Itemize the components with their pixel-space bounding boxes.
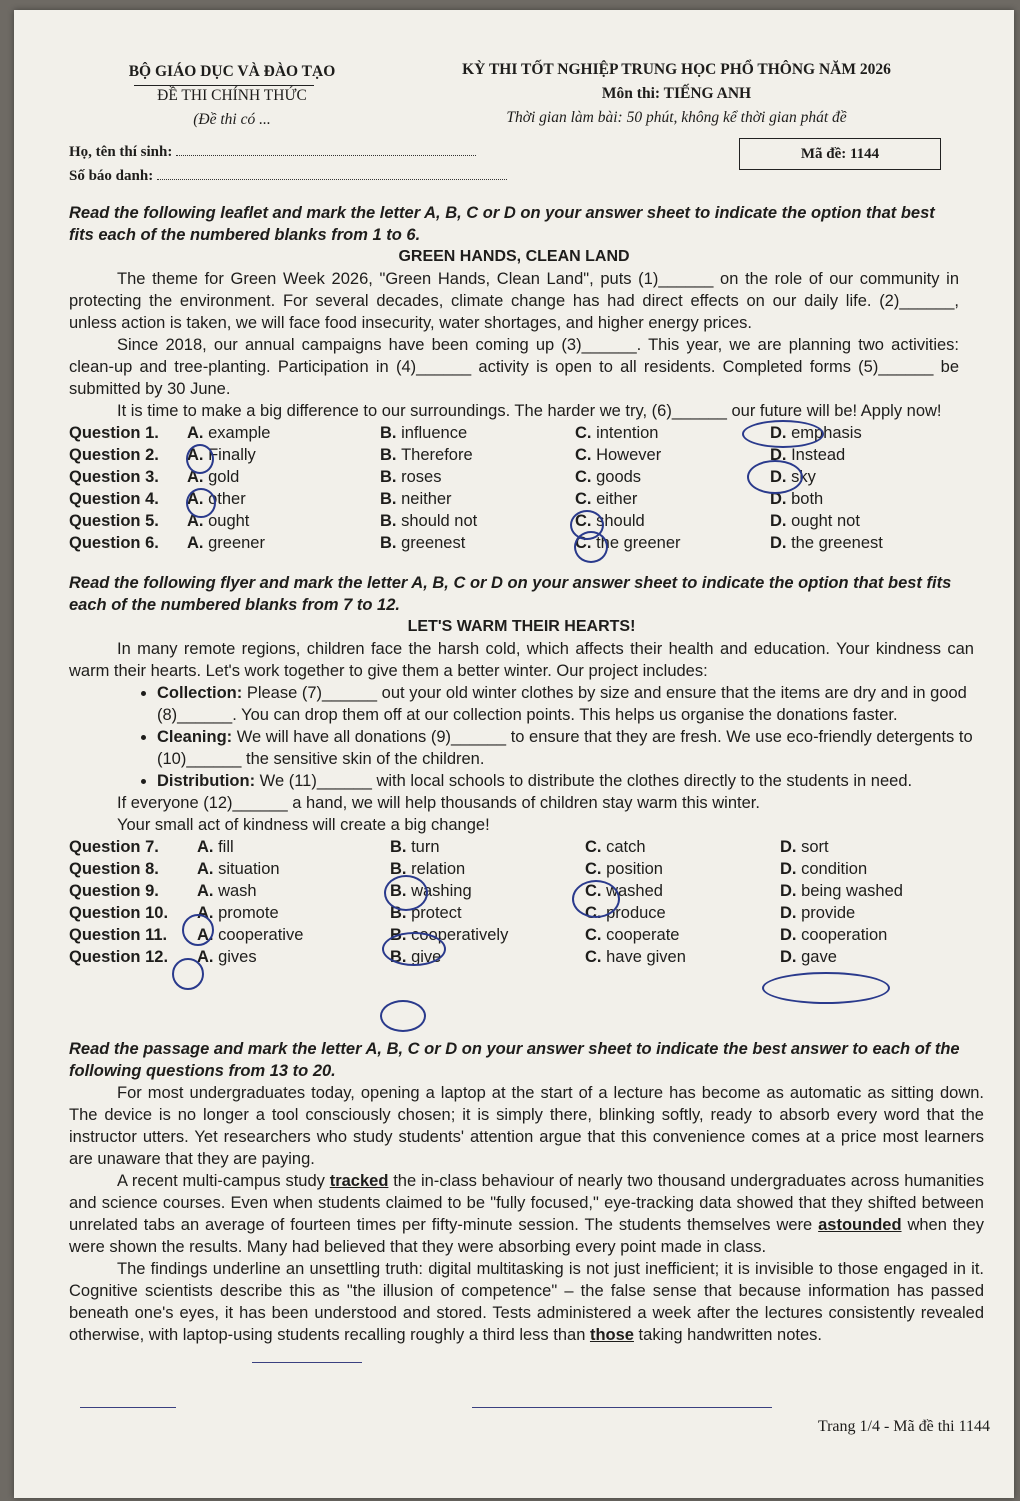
option-letter: C. [585,882,607,900]
section-3-para-1: For most undergraduates today, opening a laptop at the start of a lecture has become as automatic as sitting down. The device is no longer a tool consciously chosen; it is simply there, blinking softly, ready to absorb every word that the instructor utters. Yet researchers who study students' attention argue that this convenience comes at a price most learners are unaware that they are paying. [69,1084,984,1168]
option-b[interactable] [380,510,575,532]
option-text: roses [401,468,442,486]
option-text: both [791,490,824,508]
section-2-intro: In many remote regions, children face the harsh cold, which affects their health and education. Your kindness can warm their hearts. Let's work together to give them a better winter. Our project includes: [69,640,974,680]
option-text: being washed [801,882,903,900]
option-text: promote [218,904,279,922]
option-text: gives [218,948,257,966]
option-letter: A. [197,860,219,878]
option-letter: A. [197,838,219,856]
option-text: position [606,860,663,878]
option-text: should not [401,512,478,530]
option-d[interactable] [770,510,970,532]
option-text: gold [208,468,240,486]
option-letter: C. [585,904,607,922]
pen-circle-q4-a [186,488,216,518]
section-2-outro-1: If everyone (12)______ a hand, we will help thousands of children stay warm this winter. [117,794,760,812]
option-text: produce [606,904,666,922]
pen-circle-q8-a [182,914,214,946]
list-item-distribution [157,770,974,792]
collection-text: Please (7)______ out your old winter clothes by size and ensure that the items are dry and in good (8)______. You can drop them off at our collection points. This helps us organise the donations faster. [157,684,967,724]
option-text: cooperation [801,926,888,944]
option-letter: A. [187,512,209,530]
ministry-name: BỘ GIÁO DỤC VÀ ĐÀO TẠO [128,63,336,80]
option-text: washed [606,882,663,900]
option-d[interactable] [780,946,980,968]
section-3-para-2 [69,1170,984,1258]
para-2-part-c: when they were shown the results. Many had believed that they were absorbing every point made in class. [69,1216,984,1256]
pen-circle-q6-c [574,531,608,563]
option-d[interactable] [780,924,980,946]
option-letter: C. [575,490,597,508]
page-footer: Trang 1/4 - Mã đề thi 1144 [817,1418,990,1435]
option-letter: D. [780,838,802,856]
option-letter: A. [187,446,209,464]
option-letter: A. [187,468,209,486]
option-letter: B. [390,860,412,878]
option-text: fill [218,838,234,856]
time-label: Thời gian làm bài: 50 phút, không kể thời gian phát đề [506,109,847,126]
option-text: greener [208,534,265,552]
exam-title: KỲ THI TỐT NGHIỆP TRUNG HỌC PHỔ THÔNG NĂM 2026 [462,61,891,78]
option-text: catch [606,838,646,856]
option-letter: B. [380,468,402,486]
option-text: sky [791,468,816,486]
option-d[interactable] [780,880,980,902]
option-text: sort [801,838,829,856]
subject-label: Môn thi: TIẾNG ANH [601,85,752,102]
option-b[interactable] [380,422,575,444]
option-text: protect [411,904,462,922]
option-text: cooperatively [411,926,509,944]
pen-circle-q9-b [382,932,446,966]
option-text: washing [411,882,472,900]
pen-underline-laptop-students [472,1407,772,1408]
pen-circle-q7-b [384,875,428,911]
section-2-instruction: Read the following flyer and mark the letter A, B, C or D on your answer sheet to indicate the option that best fits each of the numbered blanks from 7 to 12. [69,574,952,614]
pen-circle-q11-d [762,972,890,1004]
cleaning-text: We will have all donations (9)______ to ensure that they are fresh. We use eco-friendly detergents to (10)______ the sensitive skin of the children. [157,728,973,768]
underline-ministry [134,85,314,86]
option-letter: C. [575,424,597,442]
option-text: have given [606,948,686,966]
question-label: Question 6. [69,534,159,552]
option-letter: B. [390,838,412,856]
highlight-astounded: astounded [818,1216,902,1234]
option-letter: B. [380,490,402,508]
option-letter: D. [770,512,792,530]
option-letter: D. [770,468,792,486]
collection-label: Collection: [157,684,243,702]
question-label: Question 12. [69,948,169,966]
option-c[interactable] [575,488,770,510]
id-label: Số báo danh: [69,168,154,184]
option-letter: D. [780,860,802,878]
option-b[interactable] [380,488,575,510]
option-d[interactable] [780,836,980,858]
pen-underline-lectures [80,1407,176,1408]
option-d[interactable] [780,858,980,880]
option-letter: B. [380,512,402,530]
option-text: ought not [791,512,860,530]
list-item-cleaning [157,726,974,770]
section-2-outro-2: Your small act of kindness will create a big change! [117,816,490,834]
option-c[interactable] [585,858,780,880]
option-text: greenest [401,534,466,552]
option-text: Instead [791,446,846,464]
option-letter: A. [197,948,219,966]
option-letter: C. [575,512,597,530]
option-letter: A. [187,424,209,442]
option-text: wash [218,882,257,900]
option-letter: D. [780,882,802,900]
option-c[interactable] [575,466,770,488]
question-label: Question 4. [69,490,159,508]
question-label: Question 10. [69,904,169,922]
question-label: Question 9. [69,882,159,900]
highlight-tracked: tracked [329,1172,389,1190]
option-text: give [411,948,442,966]
pen-circle-q12-b [380,1000,426,1032]
option-text: intention [596,424,659,442]
option-letter: B. [380,424,402,442]
option-text: the greener [596,534,681,552]
section-3 [69,1038,984,1346]
option-text: relation [411,860,466,878]
section-3-para-3 [69,1258,984,1346]
option-a[interactable] [187,466,380,488]
option-a[interactable] [197,946,390,968]
project-list [69,682,974,792]
header-right [404,58,949,130]
pen-circle-q7-c [572,880,620,918]
candidate-info [69,140,507,188]
option-text: Finally [208,446,256,464]
option-letter: C. [585,860,607,878]
pen-underline-scientists [252,1362,362,1363]
option-text: neither [401,490,452,508]
pen-circle-q1-d [742,420,824,448]
option-c[interactable] [585,946,780,968]
pages-note: (Đề thi có ... [193,111,271,128]
question-grid-2 [69,836,974,968]
cleaning-label: Cleaning: [157,728,233,746]
option-a[interactable] [197,924,390,946]
section-1-para-1: The theme for Green Week 2026, "Green Hands, Clean Land", puts (1)______ on the role of our community in protecting the environment. For several decades, climate change has had direct effects on our daily life. (2)______, unless action is taken, we will face food insecurity, water shortages, and higher energy prices. [69,270,959,332]
option-letter: A. [197,882,219,900]
para-3-part-b: taking handwritten notes. [633,1326,823,1344]
question-label: Question 8. [69,860,159,878]
option-letter: A. [197,926,219,944]
distribution-label: Distribution: [157,772,256,790]
option-text: situation [218,860,280,878]
option-text: influence [401,424,468,442]
official-label: ĐỀ THI CHÍNH THỨC [157,87,307,104]
option-d[interactable] [770,488,970,510]
name-label: Họ, tên thí sinh: [69,144,173,160]
option-a[interactable] [197,836,390,858]
option-text: the greenest [791,534,883,552]
question-label: Question 11. [69,926,168,944]
exam-code: Mã đề: 1144 [739,138,941,170]
option-letter: C. [575,468,597,486]
option-letter: C. [585,926,607,944]
option-c[interactable] [575,510,770,532]
option-a[interactable] [197,858,390,880]
highlight-those: those [589,1326,634,1344]
id-field[interactable] [157,165,507,180]
section-1-title: GREEN HANDS, CLEAN LAND [398,248,630,265]
option-text: other [208,490,246,508]
para-3-part-a: The findings underline an unsettling truth: digital multitasking is not just inefficient; it is invisible to those engaged in it. Cognitive scientists describe this as "the illusion of competence" – the false sense that because information has passed beneath one's eyes, it has been understood and stored. Tests administered a week after the lectures consistently revealed otherwise, with laptop-using students recalling roughly a third less than [69,1260,984,1344]
option-letter: B. [380,446,402,464]
option-letter: A. [187,490,209,508]
option-a[interactable] [197,902,390,924]
option-letter: D. [780,948,802,966]
option-letter: B. [380,534,402,552]
option-a[interactable] [197,880,390,902]
option-d[interactable] [770,532,970,554]
section-3-instruction: Read the passage and mark the letter A, B, C or D on your answer sheet to indicate the best answer to each of the following questions from 13 to 20. [69,1040,960,1080]
name-field[interactable] [176,141,476,156]
option-a[interactable] [187,444,380,466]
distribution-text: We (11)______ with local schools to distribute the clothes directly to the students in need. [255,772,913,790]
section-1-instruction: Read the following leaflet and mark the letter A, B, C or D on your answer sheet to indicate the option that best fits each of the numbered blanks from 1 to 6. [69,204,935,244]
option-text: Therefore [401,446,473,464]
para-2-part-a: A recent multi-campus study [117,1172,330,1190]
question-label: Question 5. [69,512,159,530]
option-a[interactable] [187,488,380,510]
section-2 [69,572,974,968]
option-letter: A. [197,904,219,922]
option-c[interactable] [585,836,780,858]
pen-circle-q10-a [172,958,204,990]
option-letter: C. [585,838,607,856]
option-c[interactable] [575,444,770,466]
option-letter: B. [390,948,412,966]
option-letter: D. [770,534,792,552]
option-text: condition [801,860,868,878]
pen-circle-q3-d [747,460,803,494]
header-left [72,60,392,132]
option-c[interactable] [585,924,780,946]
option-text: cooperative [218,926,304,944]
question-label: Question 3. [69,468,159,486]
option-letter: D. [780,904,802,922]
option-a[interactable] [187,532,380,554]
option-b[interactable] [380,444,575,466]
option-d[interactable] [770,444,970,466]
option-letter: D. [770,490,792,508]
option-letter: D. [780,926,802,944]
option-text: gave [801,948,837,966]
section-1-para-2: Since 2018, our annual campaigns have been coming up (3)______. This year, we are planning two activities: clean-up and tree-planting. Participation in (4)______ activity is open to all residents. Completed forms (5)______ be submitted by 30 June. [69,336,959,398]
option-text: turn [411,838,440,856]
para-2-part-b: the in-class behaviour of nearly two thousand undergraduates across humanities and science courses. Even when students claimed to be "fully focused," eye-tracking data showed that they shifted between unrelated tabs an average of fourteen times per fifty-minute session. The students themselves were [69,1172,984,1234]
option-text: should [596,512,645,530]
option-letter: C. [585,948,607,966]
pen-circle-q2-a [186,444,214,474]
question-label: Question 7. [69,838,159,856]
option-text: However [596,446,662,464]
option-text: example [208,424,271,442]
option-text: emphasis [791,424,862,442]
section-1-para-3: It is time to make a big difference to our surroundings. The harder we try, (6)______ our future will be! Apply now! [117,402,942,420]
option-letter: A. [187,534,209,552]
option-letter: B. [390,882,412,900]
option-letter: C. [575,446,597,464]
option-c[interactable] [575,422,770,444]
option-letter: C. [575,534,597,552]
option-text: ought [208,512,250,530]
option-b[interactable] [390,858,585,880]
option-text: provide [801,904,856,922]
option-a[interactable] [187,510,380,532]
question-label: Question 1. [69,424,159,442]
option-text: goods [596,468,642,486]
option-text: cooperate [606,926,680,944]
option-b[interactable] [380,532,575,554]
exam-page [14,10,1014,1498]
option-letter: D. [770,446,792,464]
option-text: either [596,490,638,508]
option-b[interactable] [380,466,575,488]
section-2-title: LET'S WARM THEIR HEARTS! [407,618,636,635]
option-letter: B. [390,926,412,944]
option-letter: D. [770,424,792,442]
option-letter: B. [390,904,412,922]
question-label: Question 2. [69,446,159,464]
option-d[interactable] [780,902,980,924]
option-b[interactable] [390,836,585,858]
list-item-collection [157,682,974,726]
option-a[interactable] [187,422,380,444]
